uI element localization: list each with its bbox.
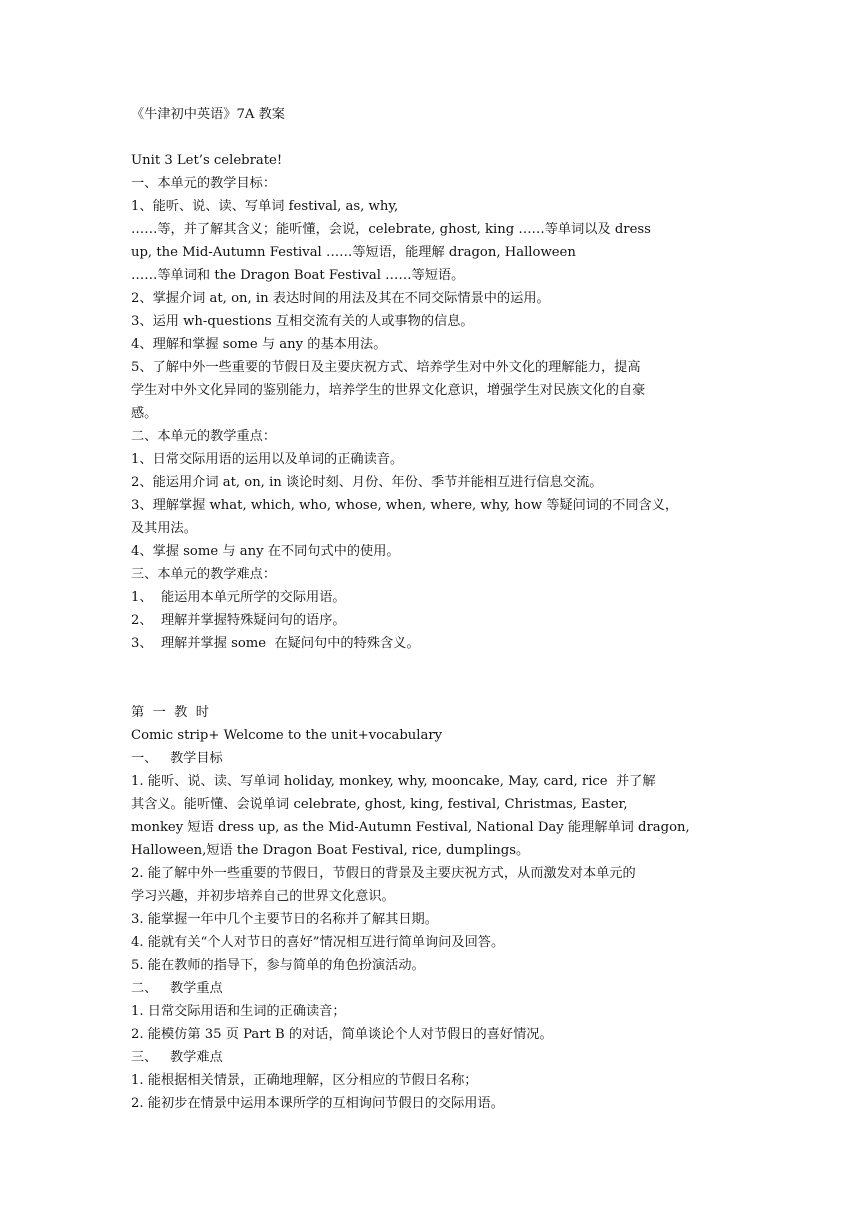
text-line: 三、 教学难点 — [131, 1050, 223, 1065]
text-line: 一、本单元的教学目标： — [131, 176, 277, 191]
text-line: 5、了解中外一些重要的节假日及主要庆祝方式、培养学生对中外文化的理解能力，提高 — [131, 360, 641, 375]
text-line: 4、掌握 some 与 any 在不同句式中的使用。 — [131, 544, 400, 559]
text-line: 1. 能听、说、读、写单词 holiday, monkey, why, mooncake, May, card, rice 并了解 — [131, 774, 656, 789]
text-line: 3、运用 wh-questions 互相交流有关的人或事物的信息。 — [131, 314, 474, 329]
text-line: 二、 教学重点 — [131, 981, 223, 996]
text-line: 其含义。能听懂、会说单词 celebrate, ghost, king, festival, Christmas, Easter, — [131, 797, 628, 812]
text-line: 2、能运用介词 at, on, in 谈论时刻、月份、年份、季节并能相互进行信息交流。 — [131, 475, 603, 490]
text-line: 3、理解掌握 what, which, who, whose, when, where, why, how 等疑问词的不同含义， — [131, 498, 679, 513]
text-line: 三、本单元的教学难点： — [131, 567, 277, 582]
text-line: 二、本单元的教学重点： — [131, 429, 277, 444]
text-line: 5. 能在教师的指导下，参与简单的角色扮演活动。 — [131, 958, 425, 973]
text-line: 1、能听、说、读、写单词 festival, as, why, — [131, 199, 399, 214]
lesson-section — [131, 724, 731, 1115]
text-line: 及其用法。 — [131, 521, 197, 536]
text-line: 1、日常交际用语的运用以及单词的正确读音。 — [131, 452, 404, 467]
text-line: 2. 能模仿第 35 页 Part B 的对话，简单谈论个人对节假日的喜好情况。 — [131, 1027, 553, 1042]
text-line: monkey 短语 dress up, as the Mid-Autumn Festival, National Day 能理解单词 dragon, — [131, 820, 690, 835]
text-line: 4. 能就有关“个人对节日的喜好”情况相互进行简单询问及回答。 — [131, 935, 505, 950]
text-line: 2、 理解并掌握特殊疑问句的语序。 — [131, 613, 346, 628]
text-line: 2. 能初步在情景中运用本课所学的互相询问节假日的交际用语。 — [131, 1096, 504, 1111]
text-line: up, the Mid-Autumn Festival ……等短语，能理解 dragon, Halloween — [131, 245, 576, 260]
text-line: 3、 理解并掌握 some 在疑问句中的特殊含义。 — [131, 636, 420, 651]
text-line: 3. 能掌握一年中几个主要节日的名称并了解其日期。 — [131, 912, 438, 927]
text-line: 2、掌握介词 at, on, in 表达时间的用法及其在不同交际情景中的运用。 — [131, 291, 550, 306]
text-line: ……等单词和 the Dragon Boat Festival ……等短语。 — [131, 268, 465, 283]
text-line: 感。 — [131, 406, 158, 421]
text-line: 1. 日常交际用语和生词的正确读音； — [131, 1004, 346, 1019]
unit-section — [131, 172, 731, 655]
text-line: 1、 能运用本单元所学的交际用语。 — [131, 590, 346, 605]
text-line: 一、 教学目标 — [131, 751, 223, 766]
text-line: Halloween,短语 the Dragon Boat Festival, rice, dumplings。 — [131, 843, 530, 858]
text-line: ……等，并了解其含义；能听懂，会说，celebrate, ghost, king ……等单词以及 dress — [131, 222, 651, 237]
unit-title: Unit 3 Let’s celebrate! — [131, 153, 283, 168]
document-body — [131, 103, 731, 1115]
text-line: 学习兴趣，并初步培养自己的世界文化意识。 — [131, 889, 395, 904]
text-line: 1. 能根据相关情景，正确地理解，区分相应的节假日名称； — [131, 1073, 478, 1088]
text-line: 学生对中外文化异同的鉴别能力，培养学生的世界文化意识，增强学生对民族文化的自豪 — [131, 383, 646, 398]
lesson-title: 第 一 教 时 — [131, 705, 209, 720]
text-line: Comic strip+ Welcome to the unit+vocabulary — [131, 728, 443, 743]
document-title: 《牛津初中英语》7A 教案 — [131, 107, 285, 122]
text-line: 4、理解和掌握 some 与 any 的基本用法。 — [131, 337, 387, 352]
text-line: 2. 能了解中外一些重要的节假日，节假日的背景及主要庆祝方式，从而激发对本单元的 — [131, 866, 636, 881]
